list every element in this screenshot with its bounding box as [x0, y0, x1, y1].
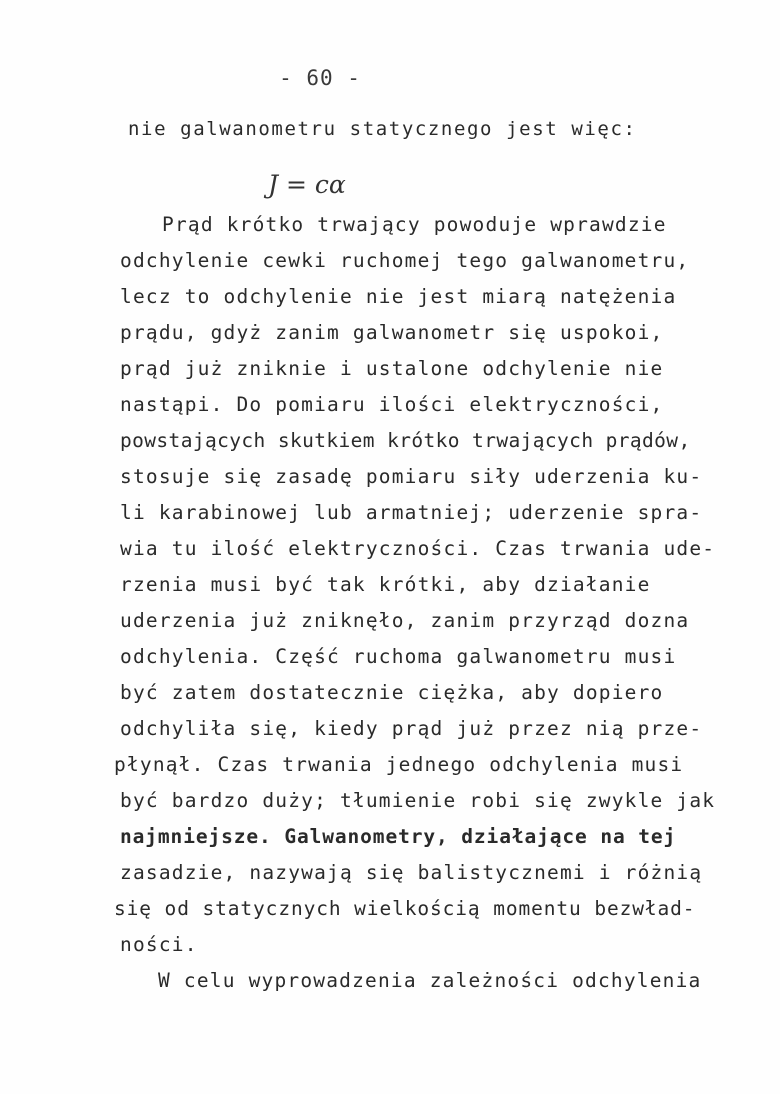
- page-number: - 60 -: [279, 66, 361, 90]
- text-line: prądu, gdyż zanim galwanometr się uspokoi,: [120, 321, 664, 344]
- text-line: wia tu ilość elektryczności. Czas trwania ude-: [120, 537, 716, 560]
- text-line: rzenia musi być tak krótki, aby działanie: [120, 573, 651, 596]
- text-line: najmniejsze. Galwanometry, działające na tej: [120, 825, 677, 848]
- text-line: uderzenia już zniknęło, zanim przyrząd dozna: [120, 609, 690, 632]
- text-line: zasadzie, nazywają się balistycznemi i różnią: [120, 861, 703, 884]
- text-line: powstających skutkiem krótko trwających prądów,: [120, 429, 691, 452]
- text-line: płynął. Czas trwania jednego odchylenia musi: [114, 753, 684, 776]
- text-line: odchylenia. Część ruchoma galwanometru musi: [120, 645, 677, 668]
- text-line: być bardzo duży; tłumienie robi się zwykle jak: [120, 789, 716, 812]
- formula: J = cα: [268, 170, 346, 199]
- text-line: nastąpi. Do pomiaru ilości elektryczności,: [120, 393, 664, 416]
- text-line: odchylenie cewki ruchomej tego galwanometru,: [120, 249, 690, 272]
- text-line: prąd już zniknie i ustalone odchylenie nie: [120, 357, 664, 380]
- text-line: się od statycznych wielkością momentu bezwład-: [114, 897, 696, 920]
- text-line: lecz to odchylenie nie jest miarą natężenia: [120, 285, 677, 308]
- text-line: być zatem dostatecznie ciężka, aby dopiero: [120, 681, 664, 704]
- text-line: Prąd krótko trwający powoduje wprawdzie: [162, 213, 667, 236]
- text-line: W celu wyprowadzenia zależności odchylenia: [158, 969, 702, 992]
- text-line: odchyliła się, kiedy prąd już przez nią prze-: [120, 717, 703, 740]
- text-line: li karabinowej lub armatniej; uderzenie spra-: [120, 501, 703, 524]
- text-line: ności.: [120, 933, 198, 956]
- text-line: stosuje się zasadę pomiaru siły uderzenia ku-: [120, 465, 703, 488]
- intro-line: nie galwanometru statycznego jest więc:: [128, 118, 637, 140]
